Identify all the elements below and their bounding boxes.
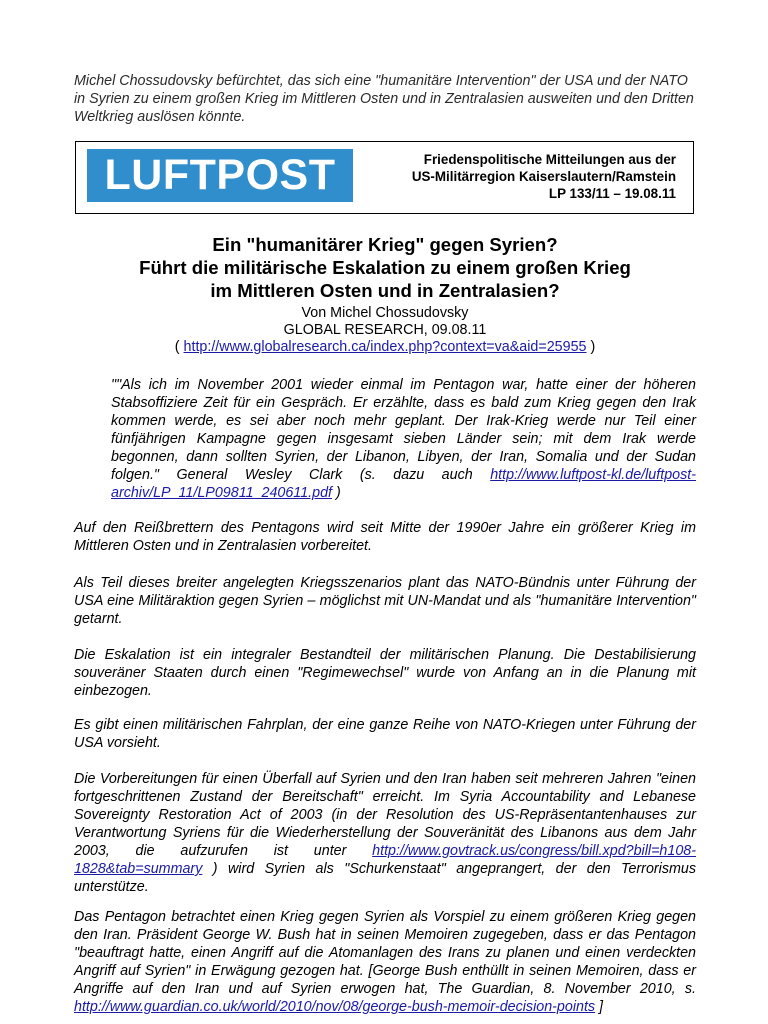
source-url-line <box>74 339 696 356</box>
paragraph-5-text-a: Die Vorbereitungen für einen Überfall auf Syrien und den Iran haben seit mehreren Jahren "einen fortgeschrittenen Zustand der Bereitschaft" erreicht. Im Syria Accountability and Lebanese Sovereignty Restoration Act of 2003 (in der Resolution des US-Repräsentantenhauses zur Verantwortung Syriens für die Wiederherstellung der Souveränität des Libanons aus dem Jahr 2003, die aufzurufen ist unter <box>74 771 696 859</box>
article-title <box>74 233 696 302</box>
quote-link[interactable]: http://www.luftpost-kl.de/luftpost-archiv/LP_11/LP09811_240611.pdf <box>111 467 696 501</box>
header-line-2: US-Militärregion Kaiserslautern/Ramstein <box>411 169 676 184</box>
paragraph-2: Als Teil dieses breiter angelegten Kriegsszenarios plant das NATO-Bündnis unter Führung der USA eine Militäraktion gegen Syrien – möglichst mit UN-Mandat und als "humanitäre Intervention" getarnt. <box>74 575 696 627</box>
title-line-1: Ein "humanitärer Krieg" gegen Syrien? <box>212 234 558 255</box>
paren-close: ) <box>586 339 596 355</box>
paragraph-6-text-a: Das Pentagon betrachtet einen Krieg gegen Syrien als Vorspiel zu einem größeren Krieg gegen den Iran. Präsident George W. Bush hat in seinen Memoiren zugegeben, dass er das Pentagon "beauftragt hatte, einen Angriff auf die Atomanlagen des Irans zu planen und einen verdeckten Angriff auf Syrien" in Erwägung gezogen hat. [George Bush enthüllt in seinen Memoiren, dass er Angriffe auf den Iran und auf Syrien erwogen hat, The Guardian, 8. November 2010, s. <box>74 909 696 997</box>
paragraph-4: Es gibt einen militärischen Fahrplan, der eine ganze Reihe von NATO-Kriegen unter Führung der USA vorsieht. <box>74 717 696 751</box>
title-line-2: Führt die militärische Eskalation zu einem großen Krieg <box>139 257 631 278</box>
intro-text: Michel Chossudovsky befürchtet, das sich eine "humanitäre Intervention" der USA und der NATO in Syrien zu einem großen Krieg im Mittleren Osten und in Zentralasien ausweiten und den Dritten Weltkrieg auslösen könnte. <box>74 73 694 125</box>
header-info <box>356 151 676 202</box>
issue-number: LP 133/11 – 19.08.11 <box>548 186 676 201</box>
guardian-link[interactable]: http://www.guardian.co.uk/world/2010/nov/08/george-bush-memoir-decision-points <box>74 999 596 1015</box>
paragraph-6 <box>74 908 696 1016</box>
article-meta <box>74 305 696 356</box>
paren-open: ( <box>174 339 184 355</box>
source-link[interactable]: http://www.globalresearch.ca/index.php?context=va&aid=25955 <box>183 339 587 355</box>
author: Von Michel Chossudovsky <box>301 305 469 321</box>
luftpost-header <box>75 141 694 214</box>
paragraph-6-text-b: ] <box>595 999 604 1015</box>
quote-text: ""Als ich im November 2001 wieder einmal im Pentagon war, hatte einer der höheren Stabsoffiziere Zeit für ein Gespräch. Er erzählte, dass es bald zum Krieg gegen den Irak kommen werde, es sei aber noch mehr geplant. Der Irak-Krieg werde nur Teil einer fünfjährigen Kampagne gegen insgesamt sieben Länder sein; mit dem Irak werde begonnen, dann sollten Syrien, der Libanon, Libyen, der Iran, Somalia und der Sudan folgen." General Wesley Clark (s. dazu auch <box>111 377 696 483</box>
source: GLOBAL RESEARCH, 09.08.11 <box>283 322 487 338</box>
paragraph-1: Auf den Reißbrettern des Pentagons wird seit Mitte der 1990er Jahre ein größerer Krieg im Mittleren Osten und in Zentralasien vorbereitet. <box>74 520 696 554</box>
title-line-3: im Mittleren Osten und in Zentralasien? <box>210 280 560 301</box>
header-line-1: Friedenspolitische Mitteilungen aus der <box>423 152 676 167</box>
paragraph-3: Die Eskalation ist ein integraler Bestandteil der militärischen Planung. Die Destabilisierung souveräner Staaten durch einen "Regimewechsel" wurde von Anfang an in die Planung mit einbezogen. <box>74 647 696 699</box>
block-quote <box>111 376 696 502</box>
luftpost-logo: LUFTPOST <box>87 149 353 202</box>
quote-tail: ) <box>332 485 341 501</box>
paragraph-5 <box>74 770 696 896</box>
paragraph-5-text-b: ) wird Syrien als "Schurkenstaat" angeprangert, der den Terrorismus unterstütze. <box>74 861 696 895</box>
govtrack-link[interactable]: http://www.govtrack.us/congress/bill.xpd?bill=h108-1828&tab=summary <box>74 843 696 877</box>
